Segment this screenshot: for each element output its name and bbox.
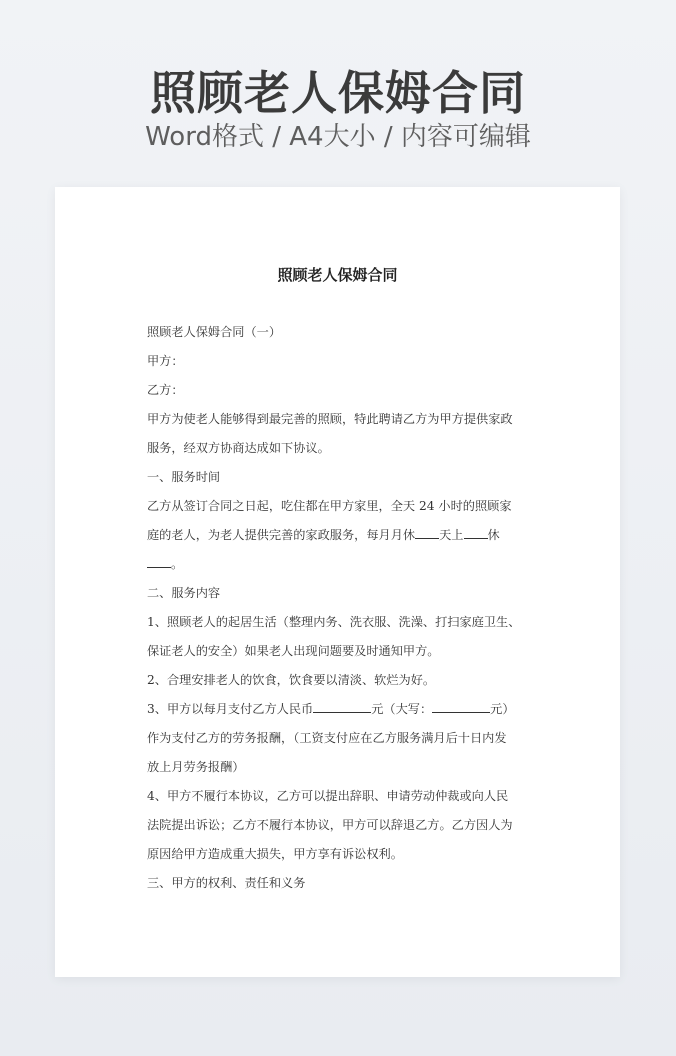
content-item-4-line-2: 法院提出诉讼；乙方不履行本协议，甲方可以辞退乙方。乙方因人为 bbox=[147, 818, 513, 832]
party-a-line: 甲方： bbox=[147, 354, 184, 368]
content-item-3-line-1 bbox=[147, 695, 531, 724]
content-item-3-line-2: 作为支付乙方的劳务报酬，（工资支付应在乙方服务满月后十日内发 bbox=[147, 731, 507, 745]
service-time-text-a: 庭的老人，为老人提供完善的家政服务，每月月休 bbox=[147, 528, 416, 542]
intro-line-1: 甲方为使老人能够得到最完善的照顾，特此聘请乙方为甲方提供家政 bbox=[147, 412, 513, 426]
content-item-3-text-b: 元（大写： bbox=[371, 702, 433, 716]
service-time-line-1: 乙方从签订合同之日起，吃住都在甲方家里，全天 24 小时的照顾家 bbox=[147, 499, 512, 513]
contract-heading: 照顾老人保姆合同（一） bbox=[147, 325, 282, 339]
content-item-3-text-c: 元） bbox=[490, 702, 515, 716]
content-item-4-line-3: 原因给甲方造成重大损失，甲方享有诉讼权利。 bbox=[147, 847, 403, 861]
document-body bbox=[147, 318, 531, 898]
service-time-text-c: 休 bbox=[487, 528, 500, 542]
section-heading-service-time: 一、服务时间 bbox=[147, 470, 221, 484]
document-page bbox=[55, 187, 620, 977]
section-heading-service-content: 二、服务内容 bbox=[147, 586, 221, 600]
blank-salary-amount-field[interactable] bbox=[313, 698, 371, 713]
banner-title: 照顾老人保姆合同 bbox=[150, 66, 526, 120]
blank-rest-field[interactable] bbox=[147, 553, 171, 568]
banner-subtitle: Word格式 / A4大小 / 内容可编辑 bbox=[145, 122, 531, 152]
service-time-line-2 bbox=[147, 521, 531, 550]
document-title: 照顾老人保姆合同 bbox=[277, 266, 398, 284]
section-heading-party-a-rights: 三、甲方的权利、责任和义务 bbox=[147, 876, 306, 890]
blank-days-off-field[interactable] bbox=[415, 524, 439, 539]
blank-days-work-field[interactable] bbox=[464, 524, 488, 539]
service-time-text-end: 。 bbox=[171, 557, 184, 571]
content-item-1-line-1: 1、照顾老人的起居生活（整理内务、洗衣服、洗澡、打扫家庭卫生、 bbox=[147, 615, 521, 629]
service-time-line-3 bbox=[147, 550, 531, 579]
content-item-2: 2、合理安排老人的饮食，饮食要以清淡、软烂为好。 bbox=[147, 673, 436, 687]
content-item-4-line-1: 4、甲方不履行本协议，乙方可以提出辞职、申请劳动仲裁或向人民 bbox=[147, 789, 509, 803]
content-item-3-text-a: 3、甲方以每月支付乙方人民币 bbox=[147, 702, 314, 716]
content-item-3-line-3: 放上月劳务报酬） bbox=[147, 760, 245, 774]
service-time-text-b: 天上 bbox=[439, 528, 464, 542]
blank-salary-uppercase-field[interactable] bbox=[432, 698, 490, 713]
content-item-1-line-2: 保证老人的安全）如果老人出现问题要及时通知甲方。 bbox=[147, 644, 440, 658]
party-b-line: 乙方： bbox=[147, 383, 184, 397]
intro-line-2: 服务，经双方协商达成如下协议。 bbox=[147, 441, 330, 455]
